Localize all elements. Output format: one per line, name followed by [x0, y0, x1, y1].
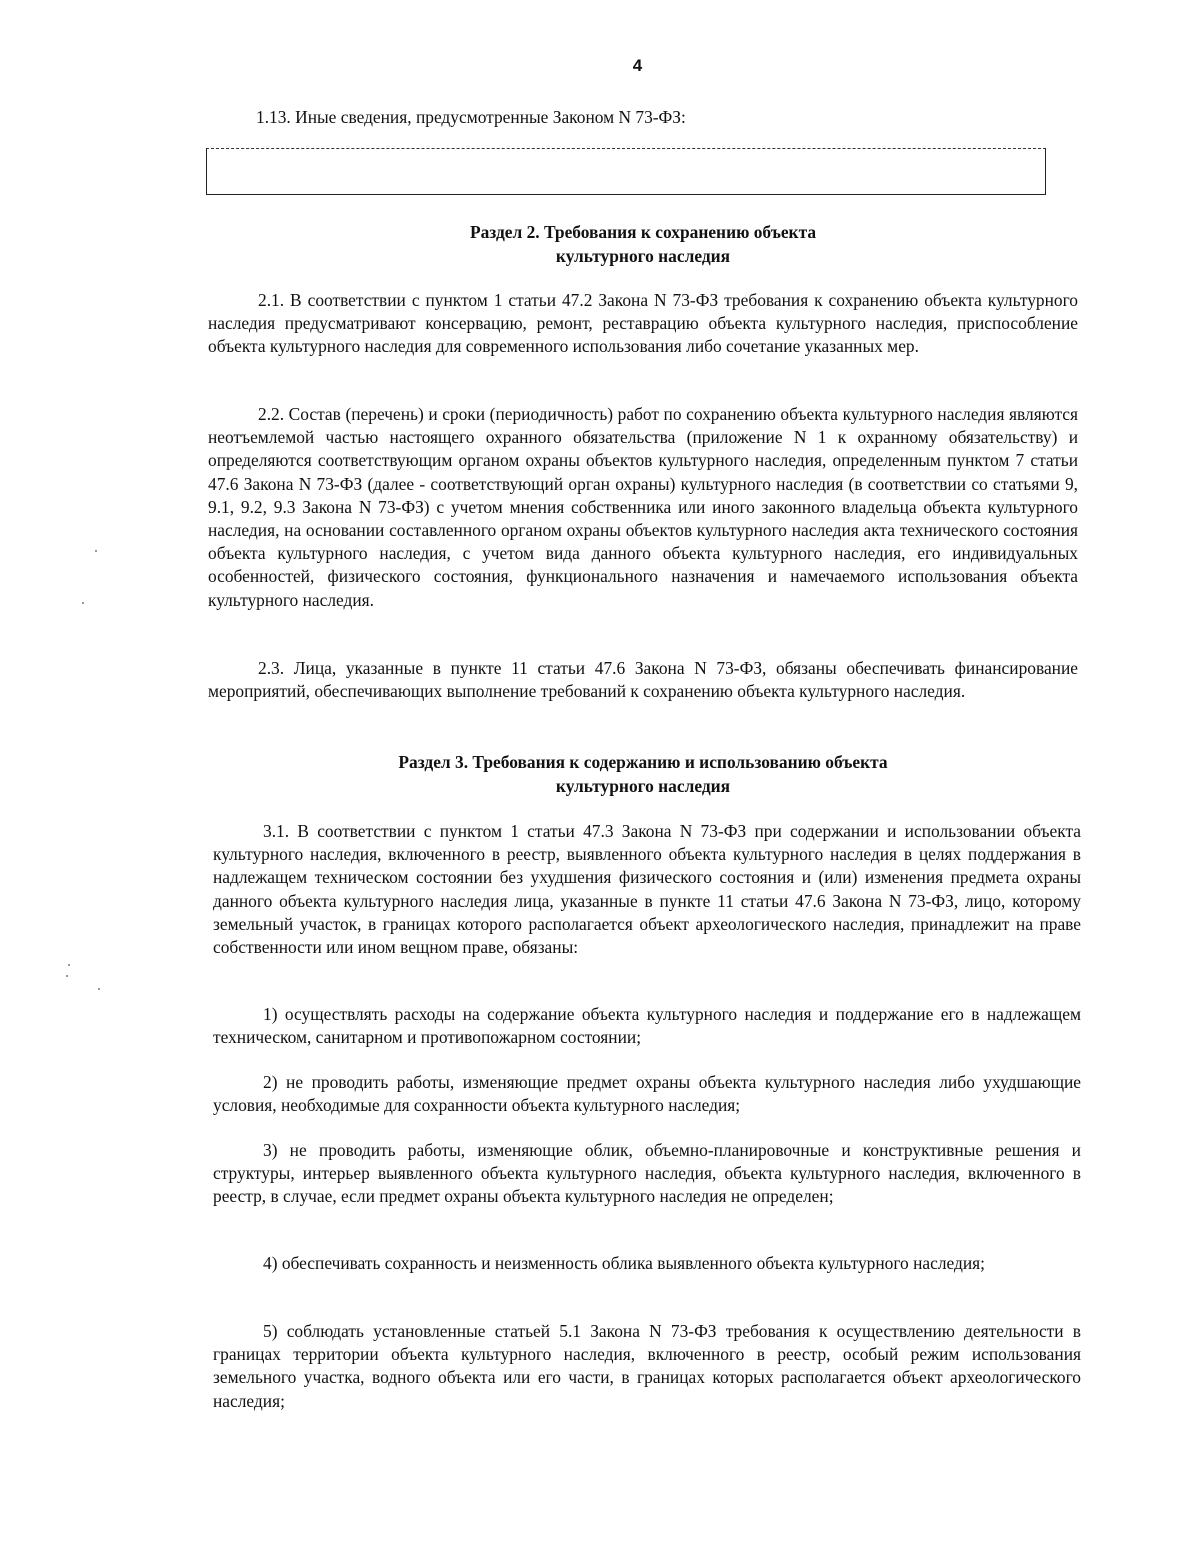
item-1-13: 1.13. Иные сведения, предусмотренные Законом N 73-ФЗ:: [256, 107, 686, 127]
page-number: 4: [632, 56, 643, 75]
section-2-heading-line2: культурного наследия: [555, 246, 731, 266]
list-item-4: 4) обеспечивать сохранность и неизменность облика выявленного объекта культурного наследия;: [263, 1253, 985, 1273]
section-3-heading: [208, 750, 1078, 798]
list-item-3: 3) не проводить работы, изменяющие облик, объемно-планировочные и конструктивные решения и структуры, интерьер выявленного объекта культурного наследия, объекта культурного наследия, включенного в реестр, в случае, если предмет охраны объекта культурного наследия не определен;: [213, 1140, 1081, 1207]
paragraph-2-2: 2.2. Состав (перечень) и сроки (периодичность) работ по сохранению объекта культурного наследия являются неотъемлемой частью настоящего охранного обязательства (приложение N 1 к охранному обязательству) и определяются соответствующим органом охраны объектов культурного наследия, определенным пунктом 7 статьи 47.6 Закона N 73-ФЗ (далее - соответствующий орган охраны) культурного наследия (в соответствии со статьями 9, 9.1, 9.2, 9.3 Закона N 73-ФЗ) с учетом мнения собственника или иного законного владельца объекта культурного наследия, на основании составленного органом охраны объектов культурного наследия акта технического состояния объекта культурного наследия, с учетом вида данного объекта культурного наследия, его индивидуальных особенностей, физического состояния, функционального назначения и намечаемого использования объекта культурного наследия.: [208, 404, 1078, 610]
list-item-5: 5) соблюдать установленные статьей 5.1 Закона N 73-ФЗ требования к осуществлению деятельности в границах территории объекта культурного наследия, включенного в реестр, особый режим использования земельного участка, водного объекта или его части, в границах которых располагается объект археологического наследия;: [213, 1321, 1081, 1411]
empty-info-box: [206, 148, 1046, 195]
list-item-2: 2) не проводить работы, изменяющие предмет охраны объекта культурного наследия либо ухудшающие условия, необходимые для сохранности объекта культурного наследия;: [213, 1072, 1081, 1116]
paragraph-2-3: 2.3. Лица, указанные в пункте 11 статьи 47.6 Закона N 73-ФЗ, обязаны обеспечивать финансирование мероприятий, обеспечивающих выполнение требований к сохранению объекта культурного наследия.: [208, 658, 1078, 702]
paragraph-2-1: 2.1. В соответствии с пунктом 1 статьи 47.2 Закона N 73-ФЗ требования к сохранению объекта культурного наследия предусматривают консервацию, ремонт, реставрацию объекта культурного наследия, приспособление объекта культурного наследия для современного использования либо сочетание указанных мер.: [208, 290, 1078, 357]
section-3-heading-line1: Раздел 3. Требования к содержанию и использованию объекта: [398, 752, 888, 772]
scan-artifact: [95, 550, 97, 552]
scan-artifact: [98, 988, 100, 990]
paragraph-3-1: 3.1. В соответствии с пунктом 1 статьи 47.3 Закона N 73-ФЗ при содержании и использовании объекта культурного наследия, включенного в реестр, выявленного объекта культурного наследия в целях поддержания в надлежащем техническом состоянии без ухудшения физического состояния и (или) изменения предмета охраны данного объекта культурного наследия лица, указанные в пункте 11 статьи 47.6 Закона N 73-ФЗ, лицо, которому земельный участок, в границах которого располагается объект археологического наследия, принадлежит на праве собственности или ином вещном праве, обязаны:: [213, 821, 1081, 958]
scan-artifact: [66, 975, 68, 977]
section-3-heading-line2: культурного наследия: [555, 776, 731, 796]
scan-artifact: [82, 602, 84, 604]
section-2-heading: [208, 220, 1078, 268]
scan-artifact: [68, 964, 70, 966]
section-2-heading-line1: Раздел 2. Требования к сохранению объекта: [469, 222, 817, 242]
list-item-1: 1) осуществлять расходы на содержание объекта культурного наследия и поддержание его в надлежащем техническом, санитарном и противопожарном состоянии;: [213, 1004, 1081, 1048]
